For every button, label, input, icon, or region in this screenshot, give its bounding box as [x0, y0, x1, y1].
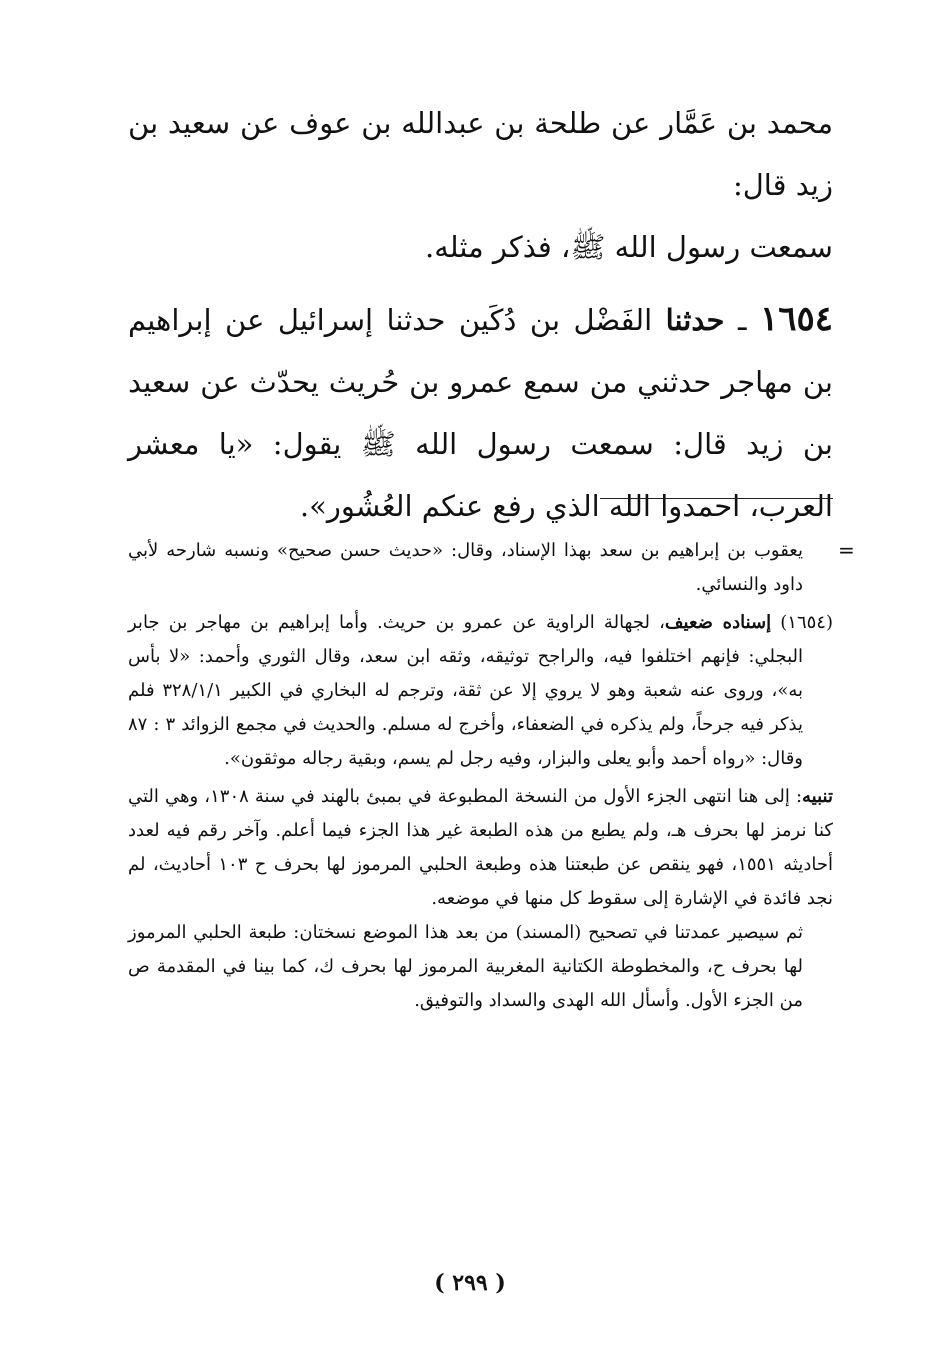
footnote-separator [600, 498, 833, 499]
note-label: تنبيه [802, 786, 833, 807]
paragraph-isnad-continuation [128, 92, 833, 278]
paragraph-line: سمعت رسول الله ﷺ، فذكر مثله. [425, 230, 833, 264]
hadith-number: ١٦٥٤ [759, 299, 833, 339]
footnote-continuation: يعقوب بن إبراهيم بن سعد بهذا الإسناد، وقال: «حديث حسن صحيح» ونسبه شارحه لأبي داود والنسائي. [128, 540, 803, 595]
hadith-dash: ـ [724, 303, 760, 337]
hadith-text: الفَضْل بن دُكَين حدثنا إسرائيل عن إبراهيم بن مهاجر حدثني من سمع عمرو بن حُريث يحدّث عن سعيد بن زيد قال: سمعت رسول الله ﷺ يقول: «يا معشر العرب، احمدوا الله الذي رفع عنكم العُشُور». [128, 303, 833, 523]
hadith-keyword: حدثنا [665, 303, 725, 337]
footnote-grade: إسناده ضعيف [664, 612, 772, 633]
hadith-1654 [128, 288, 833, 537]
footnote-number: (١٦٥٤) [780, 612, 833, 633]
continuation-mark: = [838, 538, 855, 562]
page-number: ( ٢٩٩ ) [434, 1270, 506, 1296]
paragraph-line: محمد بن عَمَّار عن طلحة بن عبدالله بن عوف عن سعيد بن زيد قال: [128, 106, 833, 202]
main-text [128, 92, 833, 537]
footnotes [128, 534, 833, 1018]
editor-note-continued: ثم سيصير عمدتنا في تصحيح (المسند) من بعد هذا الموضع نسختان: طبعة الحلبي المرموز لها بحرف ح، والمخطوطة الكتانية المغربية المرموز لها بحرف ك، كما بينا في المقدمة ص من الجزء الأول. وأسأل الله الهدى والسداد والتوفيق. [128, 922, 803, 1011]
footnote-text: ، لجهالة الراوية عن عمرو بن حريث. وأما إبراهيم بن مهاجر بن جابر البجلي: فإنهم اختلفوا فيه، والراجح توثيقه، وثقه ابن سعد، وقال الثوري وأحمد: «لا بأس به»، وروى عنه شعبة وهو لا يروي إلا عن ثقة، وترجم له البخاري في الكبير ٣٢٨/١/١ فلم يذكر فيه جرحاً، ولم يذكره في الضعفاء، وأخرج له مسلم. والحديث في مجمع الزوائد ٣ : ٨٧ وقال: «رواه أحمد وأبو يعلى والبزار، وفيه رجل لم يسم، وبقية رجاله موثقون». [128, 612, 804, 769]
footnote-1654 [128, 606, 833, 776]
note-text: : إلى هنا انتهى الجزء الأول من النسخة المطبوعة في بمبئ بالهند في سنة ١٣٠٨، وهي التي كنا نرمز لها بحرف هـ، ولم يطبع من هذه الطبعة غير هذا الجزء فيما أعلم. وآخر رقم فيه لعدد أحاديثه ١٥٥١، فهو ينقص عن طبعتنا هذه وطبعة الحلبي المرموز لها بحرف ح ١٠٣ أحاديث، لم نجد فائدة في الإشارة إلى سقوط كل منها في موضعه. [128, 786, 834, 909]
editor-note [128, 780, 833, 916]
